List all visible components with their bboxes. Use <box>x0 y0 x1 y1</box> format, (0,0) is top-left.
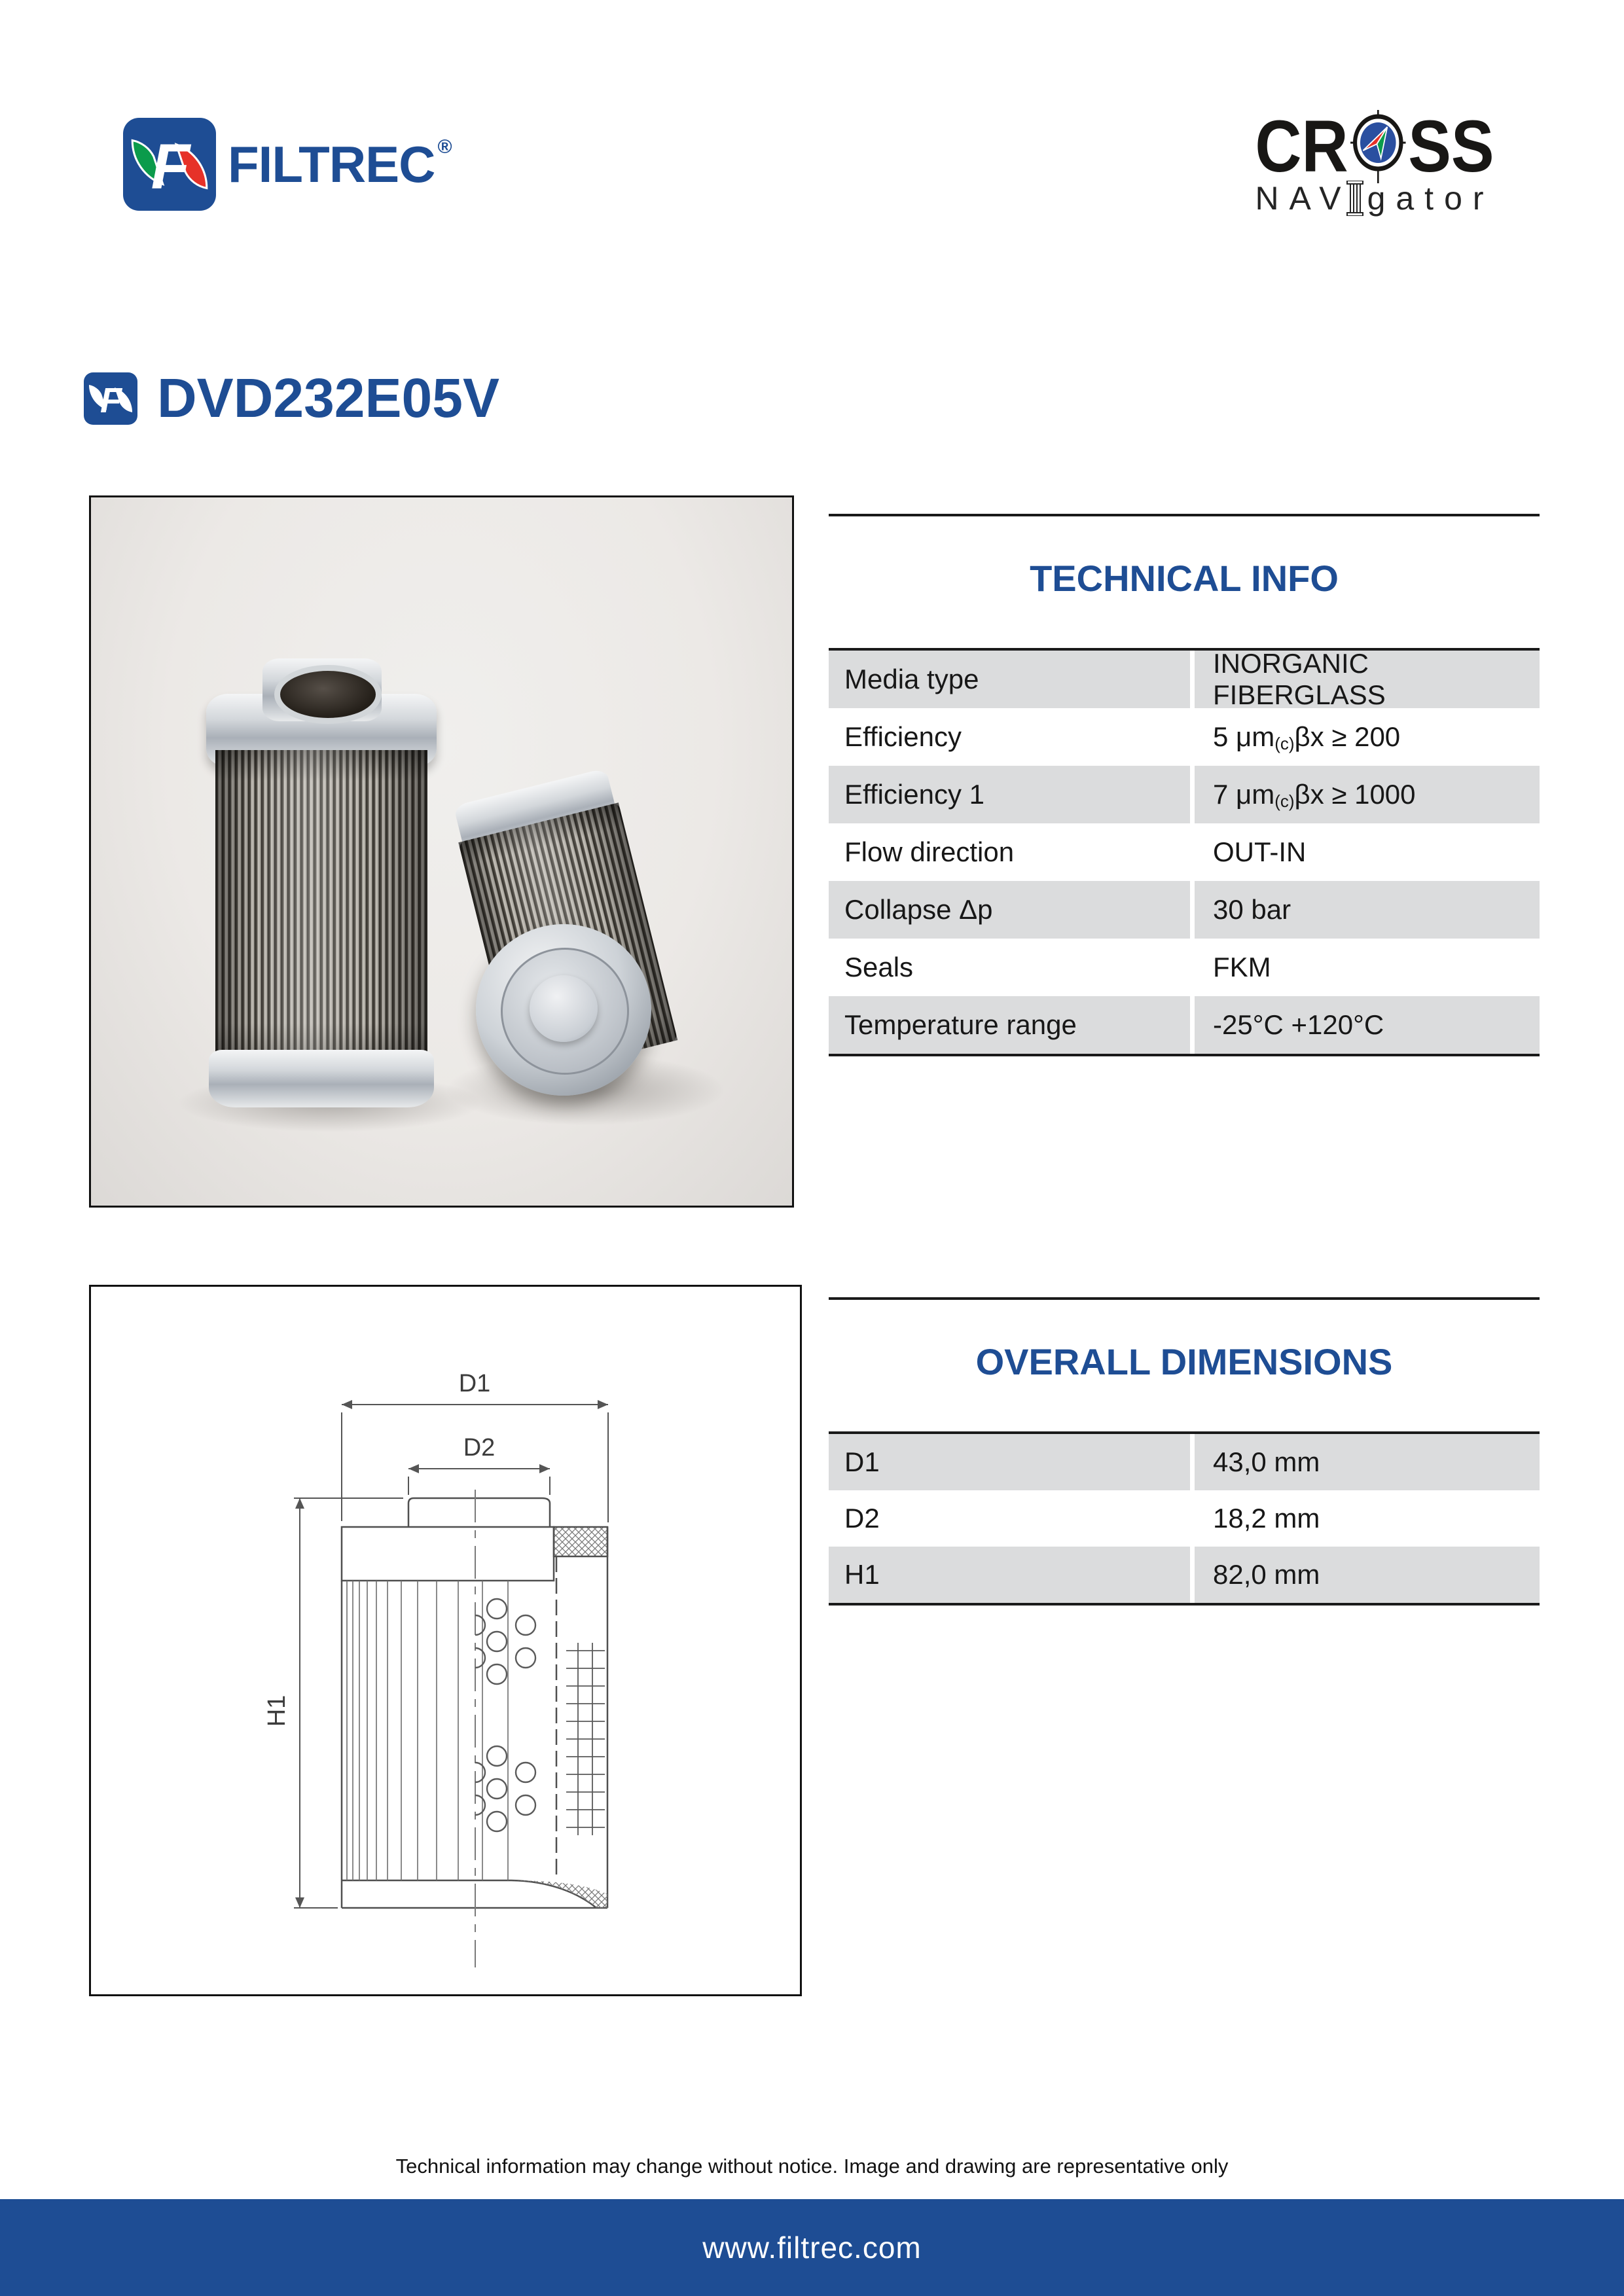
table-row <box>829 1490 1540 1547</box>
upright-bottom-cap <box>209 1050 434 1107</box>
table-row <box>829 708 1540 766</box>
table-row <box>829 996 1540 1054</box>
table-row <box>829 766 1540 823</box>
row-value: -25°C +120°C <box>1195 996 1540 1054</box>
dimension-d2 <box>408 1464 550 1495</box>
dimension-h1 <box>294 1498 403 1908</box>
technical-info-title: TECHNICAL INFO <box>1030 558 1339 599</box>
registered-trademark-icon: ® <box>437 136 452 158</box>
cross-word-left: CR <box>1255 105 1348 187</box>
technical-drawing <box>89 1285 802 1996</box>
section-divider <box>829 514 1540 516</box>
gator-text: gator <box>1367 180 1494 217</box>
row-label: Media type <box>829 651 1190 708</box>
perforation-holes <box>475 1599 535 1831</box>
technical-info-section <box>829 514 1540 1056</box>
row-label: Flow direction <box>844 836 1015 867</box>
row-value: 43,0 mm <box>1195 1434 1540 1490</box>
product-code: DVD232E05V <box>157 367 499 429</box>
table-row <box>829 648 1540 710</box>
filter-element-upright <box>91 497 792 1206</box>
table-row <box>829 881 1540 939</box>
table-row <box>829 1434 1540 1490</box>
product-header <box>84 367 499 430</box>
row-label: D2 <box>844 1503 880 1534</box>
pleat-lines <box>347 1581 508 1880</box>
row-label: Seals <box>844 952 914 982</box>
row-label: Efficiency 1 <box>829 766 1190 823</box>
section-divider <box>829 1297 1540 1300</box>
drawing-svg <box>91 1287 800 1994</box>
support-mesh <box>566 1643 605 1835</box>
product-brand-icon <box>84 372 137 425</box>
overall-dimensions-section <box>829 1297 1540 1605</box>
technical-info-table <box>829 648 1540 1056</box>
row-value: OUT-IN <box>1213 836 1307 867</box>
row-label: H1 <box>829 1547 1190 1603</box>
cross-navigator-logo <box>1231 105 1519 217</box>
row-label: D1 <box>829 1434 1190 1490</box>
upright-center-hole <box>274 665 382 724</box>
product-photo <box>89 495 794 1208</box>
row-value: 82,0 mm <box>1195 1547 1540 1603</box>
compass-icon <box>1349 110 1407 183</box>
disclaimer-text: Technical information may change without notice. Image and drawing are representative only <box>395 2155 1229 2178</box>
filtrec-logo-icon <box>123 118 216 211</box>
row-label: Temperature range <box>829 996 1190 1054</box>
website-link[interactable]: www.filtrec.com <box>702 2231 922 2265</box>
row-value: 30 bar <box>1195 881 1540 939</box>
overall-dimensions-title: OVERALL DIMENSIONS <box>975 1341 1393 1382</box>
row-value: INORGANIC FIBERGLASS <box>1195 651 1540 708</box>
table-row <box>829 1547 1540 1603</box>
dim-label-d2: D2 <box>463 1434 496 1462</box>
row-value: 5 μm $_{(c)}$ βx ≥ 200 <box>1213 721 1401 753</box>
dim-label-d1: D1 <box>458 1370 491 1397</box>
filtrec-logo <box>123 118 452 211</box>
row-label: Collapse Δp <box>829 881 1190 939</box>
icon-f-letter: F <box>100 380 122 420</box>
dim-label-h1: H1 <box>263 1695 291 1727</box>
footer-bar <box>0 2199 1624 2296</box>
row-label: Efficiency <box>844 721 962 752</box>
cross-word-right: SS <box>1408 105 1494 187</box>
row-value: FKM <box>1213 952 1271 982</box>
overall-dimensions-table <box>829 1431 1540 1605</box>
upright-pleated-media <box>215 750 427 1060</box>
nav-text: NAV <box>1255 180 1352 217</box>
upright-collar <box>262 658 382 721</box>
table-row <box>829 939 1540 996</box>
row-value: 7 μm $_{(c)}$ βx ≥ 1000 <box>1195 766 1540 823</box>
filtrec-wordmark: FILTREC <box>228 135 435 193</box>
table-row <box>829 823 1540 881</box>
row-value: 18,2 mm <box>1213 1503 1320 1534</box>
logo-f-letter: F <box>151 130 190 202</box>
column-i-icon <box>1346 181 1363 216</box>
cross-wordmark <box>1248 105 1501 187</box>
